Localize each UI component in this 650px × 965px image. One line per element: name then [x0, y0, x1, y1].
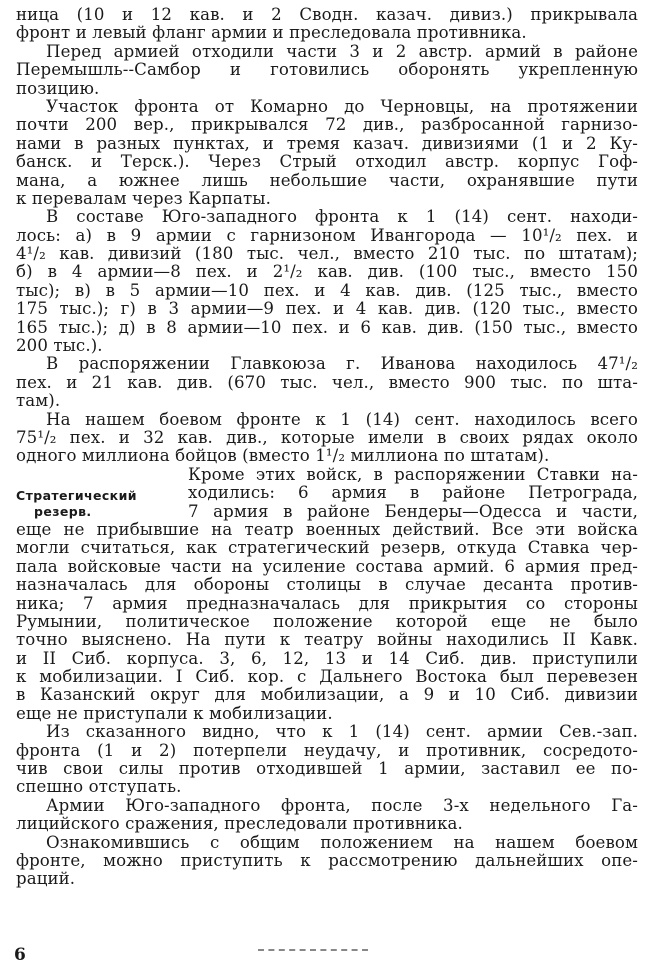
text-line: В составе Юго-западного фронта к 1 (14) сент. находи- — [46, 208, 638, 227]
text-line: позицию. — [16, 79, 100, 98]
text-line: Ознакомившись с общим положением на нашем боевом — [46, 833, 638, 852]
text-line: Участок фронта от Комарно до Черновцы, на протяжении — [46, 97, 638, 116]
text-line: в Казанский округ для мобилизации, а 9 и 10 Сиб. дивизии — [16, 686, 638, 705]
text-line: 4¹/₂ кав. дивизий (180 тыс. чел., вместо 210 тыс. по штатам); — [16, 245, 638, 264]
text-line: банск. и Терск.). Через Стрый отходил австр. корпус Гоф- — [16, 153, 638, 172]
text-line: могли считаться, как стратегический резерв, откуда Ставка чер- — [16, 539, 638, 558]
text-line: ходились: 6 армия в районе Петрограда, — [188, 484, 638, 503]
text-line: раций. — [16, 870, 76, 889]
text-line: и II Сиб. корпуса. 3, 6, 12, 13 и 14 Сиб. див. приступили — [16, 649, 638, 668]
text-line: На нашем боевом фронте к 1 (14) сент. находилось всего — [46, 410, 638, 429]
text-line: назначалась для обороны столицы в случае десанта против- — [16, 576, 638, 595]
text-line: 175 тыс.); г) в 3 армии—9 пех. и 4 кав. див. (120 тыс., вместо — [16, 300, 638, 319]
text-line: еще не приступали к мобилизации. — [16, 704, 333, 723]
text-line: 7 армия в районе Бендеры—Одесса и части, — [188, 502, 638, 521]
text-line: Из сказанного видно, что к 1 (14) сент. армии Сев.-зап. — [46, 723, 638, 742]
text-line: ника; 7 армия предназначалась для прикрытия со стороны — [16, 594, 638, 613]
text-line: пала войсковые части на усиление состава армий. 6 армия пред- — [16, 557, 638, 576]
text-line: В распоряжении Главкоюза г. Иванова находилось 47¹/₂ — [46, 355, 638, 374]
document-page — [16, 6, 638, 889]
text-line: Армии Юго-западного фронта, после 3-х недельного Га- — [46, 796, 638, 815]
margin-heading-line: Стратегический — [16, 487, 137, 503]
page-footer — [0, 945, 650, 965]
text-line: б) в 4 армии—8 пех. и 2¹/₂ кав. див. (100 тыс., вместо 150 — [16, 263, 638, 282]
text-line: 165 тыс.); д) в 8 армии—10 пех. и 6 кав. див. (150 тыс., вместо — [16, 318, 638, 337]
text-line: Перемышль--Самбор и готовились оборонять укрепленную — [16, 61, 638, 80]
text-line: спешно отступать. — [16, 778, 182, 797]
text-line: к мобилизации. I Сиб. кор. с Дальнего Востока был перевезен — [16, 668, 638, 687]
text-block-b — [16, 521, 638, 889]
page-number: 6 — [14, 945, 26, 965]
text-line: 200 тыс.). — [16, 337, 103, 356]
text-block-side — [188, 466, 638, 521]
text-line: фронт и левый фланг армии и преследовала противника. — [16, 24, 527, 43]
text-line: лось: а) в 9 армии с гарнизоном Ивангорода — 10¹/₂ пех. и — [16, 226, 638, 245]
text-line: фронта (1 и 2) потерпели неудачу, и противник, сосредото- — [16, 741, 638, 760]
text-line: к перевалам через Карпаты. — [16, 189, 271, 208]
text-line: нами в разных пунктах, и тремя казач. дивизиями (1 и 2 Ку- — [16, 134, 638, 153]
margin-heading-line: резерв. — [34, 503, 92, 519]
margin-heading — [16, 466, 188, 521]
footer-rule — [258, 949, 368, 953]
text-line: Румынии, политическое положение которой еще не было — [16, 612, 638, 631]
text-line: 75¹/₂ пех. и 32 кав. див., которые имели в своих рядах около — [16, 428, 638, 447]
text-line: лицийского сражения, преследовали противника. — [16, 815, 463, 834]
text-line: тыс); в) в 5 армии—10 пех. и 4 кав. див. (125 тыс., вместо — [16, 281, 638, 300]
text-line: пех. и 21 кав. див. (670 тыс. чел., вместо 900 тыс. по шта- — [16, 373, 638, 392]
text-line: чив свои силы против отходившей 1 армии, заставил ее по- — [16, 760, 638, 779]
sidenote-block — [16, 466, 638, 521]
text-line: Кроме этих войск, в распоряжении Ставки на- — [188, 465, 638, 484]
text-line: мана, а южнее лишь небольшие части, охранявшие пути — [16, 171, 638, 190]
text-line: почти 200 вер., прикрывался 72 див., разбросанной гарнизо- — [16, 116, 638, 135]
text-line: одного миллиона бойцов (вместо 1¹/₂ миллиона по штатам). — [16, 447, 550, 466]
text-line: фронте, можно приступить к рассмотрению дальнейших опе- — [16, 851, 638, 870]
text-line: там). — [16, 392, 61, 411]
text-line: Перед армией отходили части 3 и 2 австр. армий в районе — [46, 42, 638, 61]
text-line: ница (10 и 12 кав. и 2 Сводн. казач. дивиз.) прикрывала — [16, 6, 638, 24]
text-line: точно выяснено. На пути к театру войны находились II Кавк. — [16, 631, 638, 650]
text-block-a — [16, 6, 638, 466]
text-line: еще не прибывшие на театр военных действий. Все эти войска — [16, 520, 638, 539]
